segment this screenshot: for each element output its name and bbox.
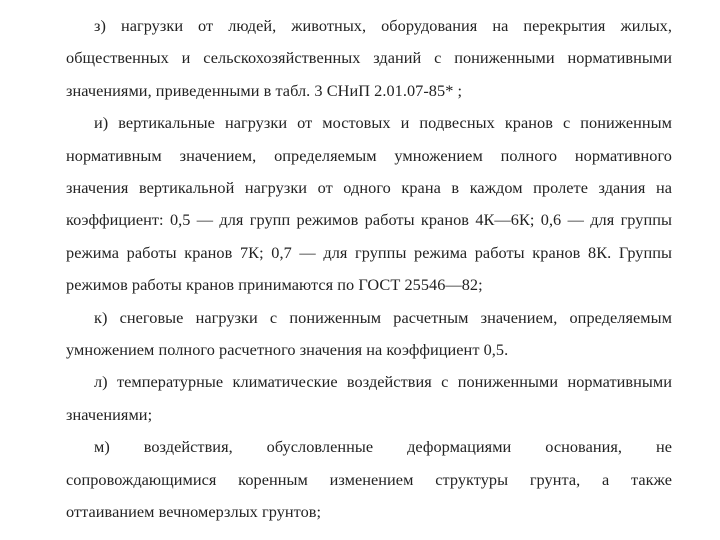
text-line: л) температурные климатические воздействия с пониженными нормативными: [94, 372, 672, 392]
text-line: значениями, приведенными в табл. 3 СНиП 2.01.07-85* ;: [66, 80, 463, 100]
text-line: режимов работы кранов принимаются по ГОСТ 25546—82;: [66, 275, 483, 295]
text-line: сопровождающимися коренным изменением структуры грунта, а также: [66, 469, 672, 489]
text-line: оттаиванием вечномерзлых грунтов;: [66, 502, 322, 522]
text-line: общественных и сельскохозяйственных зданий с пониженными нормативными: [66, 48, 672, 68]
paragraph-z: [38, 10, 672, 107]
text-line: к) снеговые нагрузки с пониженным расчетным значением, определяемым: [94, 307, 672, 327]
paragraph-m: [38, 431, 672, 528]
text-line: з) нагрузки от людей, животных, оборудования на перекрытия жилых,: [94, 16, 672, 35]
paragraph-l: [38, 366, 672, 431]
text-line: значения вертикальной нагрузки от одного крана в каждом пролете здания на: [66, 178, 672, 198]
text-line: и) вертикальные нагрузки от мостовых и подвесных кранов с пониженным: [94, 113, 672, 133]
text-line: значениями;: [66, 404, 153, 424]
text-line: умножением полного расчетного значения на коэффициент 0,5.: [66, 340, 509, 360]
text-line: режима работы кранов 7К; 0,7 — для группы режима работы кранов 8К. Группы: [66, 242, 672, 262]
text-line: нормативным значением, определяемым умножением полного нормативного: [66, 145, 672, 165]
text-line: м) воздействия, обусловленные деформациями основания, не: [94, 437, 672, 457]
paragraph-k: [38, 302, 672, 367]
paragraph-i: [38, 107, 672, 301]
text-line: коэффициент: 0,5 — для групп режимов работы кранов 4К—6К; 0,6 — для группы: [66, 210, 672, 230]
